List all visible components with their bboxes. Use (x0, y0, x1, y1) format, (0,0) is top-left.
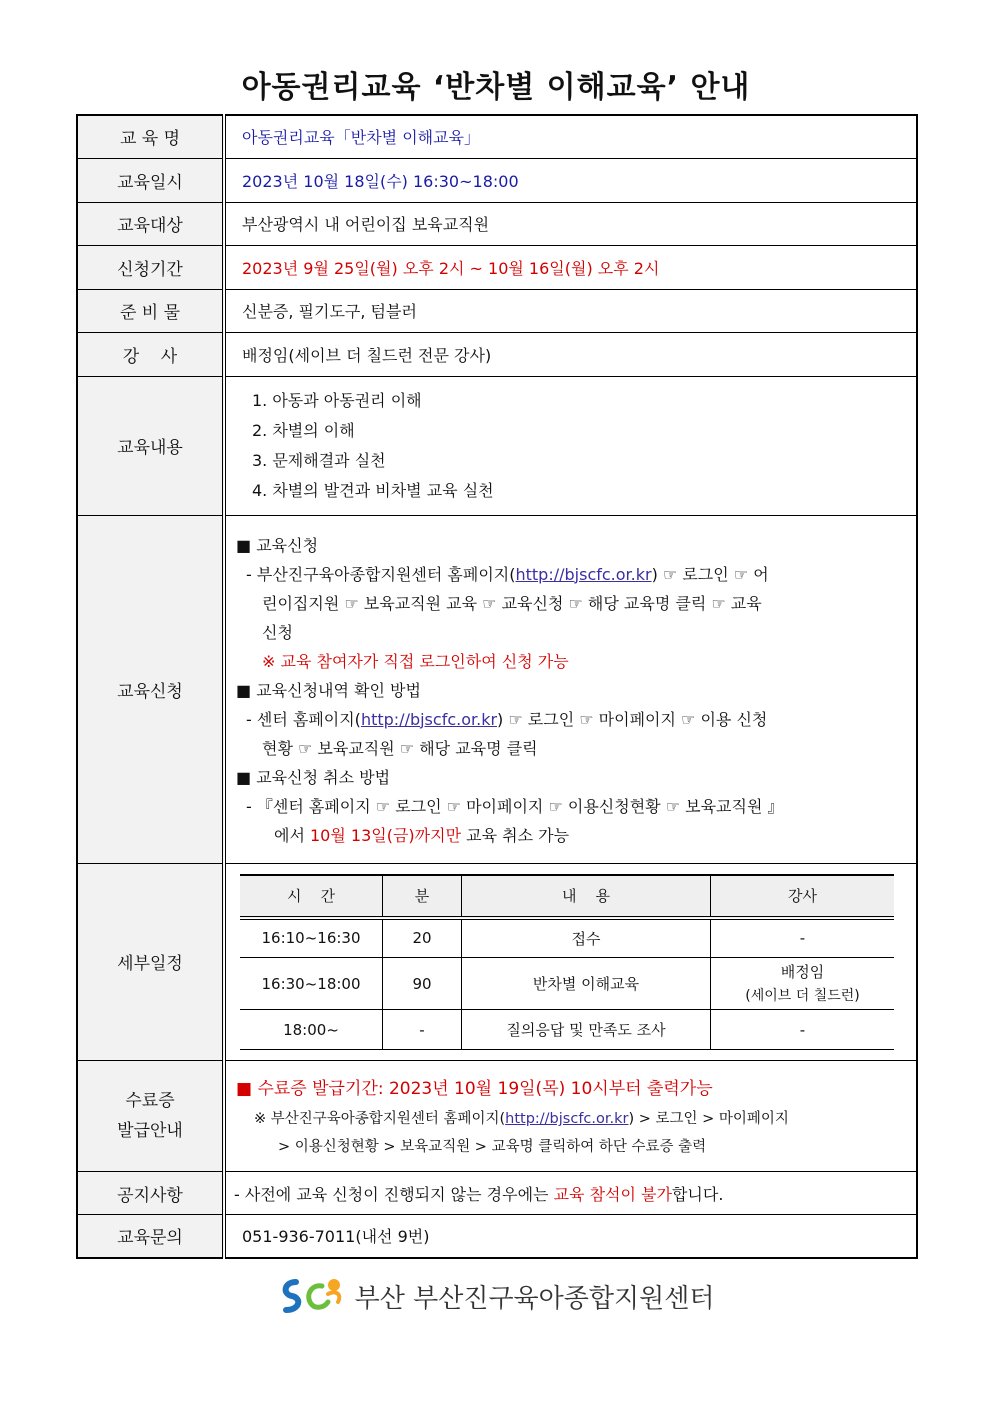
lecturer-org: (세이브 더 칠드런) (745, 987, 860, 1004)
cancel-text: 교육 취소 가능 (461, 825, 570, 845)
row-certificate (77, 1061, 917, 1172)
schedule-lecturer: - (711, 1010, 895, 1050)
row-period (77, 245, 917, 289)
notice-part: 합니다. (671, 1184, 724, 1204)
schedule-row (240, 918, 894, 958)
schedule-time: 18:00~ (240, 1010, 383, 1050)
homepage-link[interactable]: http://bjscfc.or.kr (515, 564, 652, 584)
apply-line (236, 560, 908, 589)
row-inquiry (77, 1215, 917, 1258)
label-notice: 공지사항 (77, 1172, 224, 1215)
row-supplies (77, 289, 917, 332)
label-certificate (77, 1061, 224, 1172)
label-target: 교육대상 (77, 202, 224, 245)
row-name (77, 115, 917, 158)
schedule-minutes: 90 (383, 958, 462, 1010)
content-item: 4. 차별의 발견과 비차별 교육 실천 (252, 480, 494, 500)
label-lecturer: 강 사 (77, 332, 224, 376)
cancel-line: - 『센터 홈페이지 ☞ 로그인 ☞ 마이페이지 ☞ 이용신청현황 ☞ 보육교직원 』 (246, 796, 784, 816)
label-apply: 교육신청 (77, 515, 224, 863)
label-supplies: 준 비 물 (77, 289, 224, 332)
schedule-minutes: 20 (383, 918, 462, 958)
schedule-minutes: - (383, 1010, 462, 1050)
schedule-lecturer: - (711, 918, 895, 958)
header-time: 시 간 (240, 875, 383, 918)
footer-text: 부산 부산진구육아종합지원센터 (354, 1283, 715, 1314)
label-schedule: 세부일정 (77, 863, 224, 1061)
certificate-text: ※ 부산진구육아종합지원센터 홈페이지( (254, 1111, 506, 1127)
cancel-text: 에서 (274, 825, 310, 845)
label-content: 교육내용 (77, 376, 224, 515)
schedule-time: 16:30~18:00 (240, 958, 383, 1010)
header-content: 내 용 (462, 875, 711, 918)
check-text: - 센터 홈페이지( (246, 709, 361, 729)
apply-line: 린이집지원 ☞ 보육교직원 교육 ☞ 교육신청 ☞ 해당 교육명 클릭 ☞ 교육 (262, 593, 762, 613)
header-lecturer: 강사 (711, 875, 895, 918)
cancel-line (236, 821, 908, 850)
check-heading: ■ 교육신청내역 확인 방법 (236, 680, 421, 700)
row-schedule (77, 863, 917, 1061)
value-period: 2023년 9월 25일(월) 오후 2시 ~ 10월 16일(월) 오후 2시 (224, 245, 917, 289)
homepage-link[interactable]: http://bjscfc.or.kr (505, 1111, 629, 1127)
schedule-content: 질의응답 및 만족도 조사 (462, 1010, 711, 1050)
row-apply (77, 515, 917, 863)
row-content (77, 376, 917, 515)
schedule-table (240, 874, 894, 1051)
apply-text: ) ☞ 로그인 ☞ 어 (651, 564, 769, 584)
homepage-link[interactable]: http://bjscfc.or.kr (360, 709, 498, 729)
apply-text: - 부산진구육아종합지원센터 홈페이지( (246, 564, 516, 584)
value-lecturer: 배정임(세이브 더 칠드런 전문 강사) (224, 332, 917, 376)
check-line (236, 705, 908, 734)
header-minutes: 분 (383, 875, 462, 918)
label-certificate-2: 발급안내 (117, 1121, 183, 1141)
schedule-lecturer (711, 958, 895, 1010)
content-item: 3. 문제해결과 실천 (252, 450, 386, 470)
row-date (77, 158, 917, 202)
row-notice (77, 1172, 917, 1215)
certificate-text: ) > 로그인 > 마이페이지 (628, 1111, 789, 1127)
row-lecturer (77, 332, 917, 376)
content-item: 2. 차별의 이해 (252, 420, 355, 440)
footer (0, 1276, 992, 1316)
label-inquiry: 교육문의 (77, 1215, 224, 1258)
cancel-deadline: 10월 13일(금)까지만 (310, 825, 462, 845)
label-date: 교육일시 (77, 158, 224, 202)
value-target: 부산광역시 내 어린이집 보육교직원 (224, 202, 917, 245)
value-date: 2023년 10월 18일(수) 16:30~18:00 (224, 158, 917, 202)
certificate-details (224, 1061, 917, 1172)
value-inquiry: 051-936-7011(내선 9번) (224, 1215, 917, 1258)
notice-part: - 사전에 교육 신청이 진행되지 않는 경우에는 (234, 1184, 554, 1204)
apply-details (224, 515, 917, 863)
notice-text (224, 1172, 917, 1215)
certificate-line: > 이용신청현황 > 보육교직원 > 교육명 클릭하여 하단 수료증 출력 (278, 1139, 707, 1155)
schedule-content: 접수 (462, 918, 711, 958)
label-period: 신청기간 (77, 245, 224, 289)
schedule-header (240, 875, 894, 918)
page-title: 아동권리교육 ‘반차별 이해교육’ 안내 (241, 70, 751, 105)
content-item: 1. 아동과 아동권리 이해 (252, 390, 422, 410)
certificate-period: ■ 수료증 발급기간: 2023년 10월 19일(목) 10시부터 출력가능 (236, 1079, 713, 1099)
cancel-heading: ■ 교육신청 취소 방법 (236, 767, 391, 787)
value-supplies: 신분증, 필기도구, 텀블러 (224, 289, 917, 332)
row-target (77, 202, 917, 245)
content-list (224, 376, 917, 515)
lecturer-name: 배정임 (780, 962, 825, 981)
apply-line: 신청 (262, 622, 293, 642)
center-logo-icon (278, 1276, 346, 1316)
schedule-row (240, 1010, 894, 1050)
info-table (76, 114, 918, 1259)
schedule-cell (224, 863, 917, 1061)
apply-note: ※ 교육 참여자가 직접 로그인하여 신청 가능 (262, 651, 569, 671)
schedule-row (240, 958, 894, 1010)
label-certificate-1: 수료증 (125, 1091, 175, 1111)
check-text: ) ☞ 로그인 ☞ 마이페이지 ☞ 이용 신청 (497, 709, 768, 729)
notice-warning: 교육 참석이 불가 (553, 1184, 672, 1204)
value-name: 아동권리교육「반차별 이해교육」 (224, 115, 917, 158)
certificate-line (236, 1105, 908, 1133)
apply-heading: ■ 교육신청 (236, 535, 319, 555)
check-line: 현황 ☞ 보육교직원 ☞ 해당 교육명 클릭 (262, 738, 538, 758)
schedule-content: 반차별 이해교육 (462, 958, 711, 1010)
schedule-time: 16:10~16:30 (240, 918, 383, 958)
label-name: 교 육 명 (77, 115, 224, 158)
